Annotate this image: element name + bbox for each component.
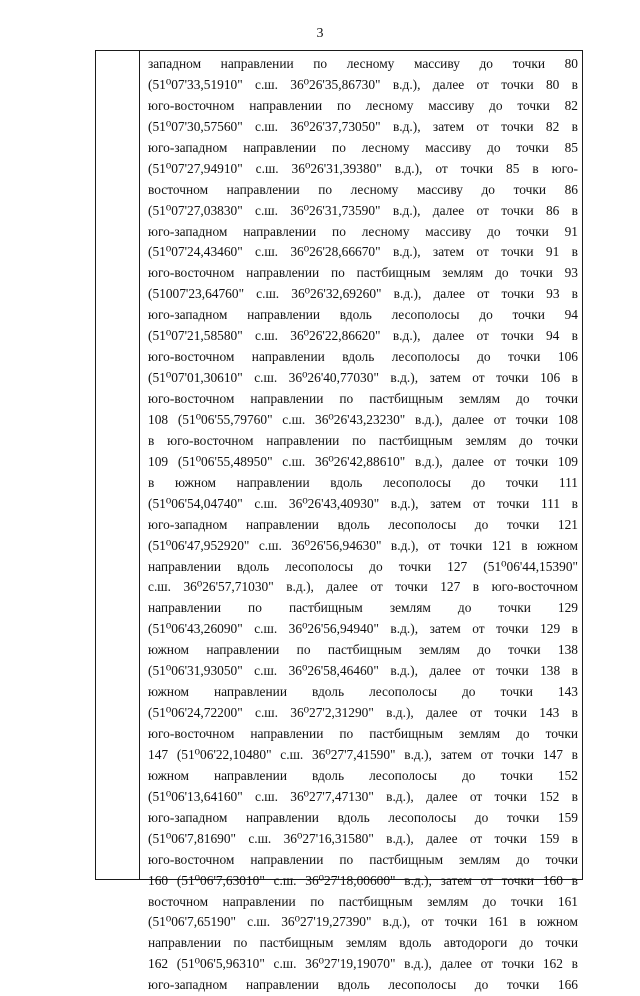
page-number: 3 bbox=[316, 26, 324, 41]
document-table bbox=[95, 50, 583, 993]
text-line: с.ш. 36⁰26'57,71030" в.д.), далее от точки 127 в юго-восточном bbox=[148, 579, 578, 595]
text-line: 147 (51⁰06'22,10480" с.ш. 36⁰27'7,41590" в.д.), затем от точки 147 в bbox=[148, 746, 578, 762]
text-line: (51⁰07'21,58580" с.ш. 36⁰26'22,86620" в.д.), далее от точки 94 в bbox=[148, 328, 578, 344]
text-line: в южном направлении вдоль лесополосы до точки 111 bbox=[148, 474, 578, 490]
text-line: (51007'23,64760" с.ш. 36⁰26'32,69260" в.д.), далее от точки 93 в bbox=[148, 286, 578, 302]
text-line: (51⁰07'30,57560" с.ш. 36⁰26'37,73050" в.д.), затем от точки 82 в bbox=[148, 118, 578, 134]
text-line: юго-восточном направлении по пастбищным землям до точки 93 bbox=[148, 265, 578, 281]
text-line: (51⁰06'24,72200" с.ш. 36⁰27'2,31290" в.д.), далее от точки 143 в bbox=[148, 705, 578, 721]
text-line: юго-восточном направлении по пастбищным землям до точки bbox=[148, 391, 578, 406]
text-line: восточном направлении по пастбищным землям до точки 161 bbox=[148, 893, 578, 909]
text-line: (51⁰06'7,65190" с.ш. 36⁰27'19,27390" в.д.), от точки 161 в южном bbox=[148, 914, 578, 930]
text-line: юго-западном направлении по лесному массиву до точки 91 bbox=[148, 223, 578, 239]
text-line: южном направлении вдоль лесополосы до точки 152 bbox=[148, 767, 578, 783]
text-line: 108 (51⁰06'55,79760" с.ш. 36⁰26'43,23230" в.д.), далее от точки 108 bbox=[148, 411, 578, 427]
text-line: юго-западном направлении вдоль лесополосы до точки 166 bbox=[148, 977, 578, 993]
text-line: юго-западном направлении по лесному массиву до точки 85 bbox=[148, 139, 578, 155]
text-line: (51⁰07'33,51910" с.ш. 36⁰26'35,86730" в.д.), далее от точки 80 в bbox=[148, 76, 578, 92]
text-line: южном направлении по пастбищным землям до точки 138 bbox=[148, 642, 578, 658]
text-line: (51⁰07'01,30610" с.ш. 36⁰26'40,77030" в.д.), затем от точки 106 в bbox=[148, 370, 578, 386]
text-line: 109 (51⁰06'55,48950" с.ш. 36⁰26'42,88610" в.д.), далее от точки 109 bbox=[148, 453, 578, 469]
text-line: направлении по пастбищным землям до точки 129 bbox=[148, 600, 578, 616]
text-line: юго-западном направлении вдоль лесополосы до точки 159 bbox=[148, 809, 578, 825]
text-line: 160 (51⁰06'7,63010" с.ш. 36⁰27'18,00600" в.д.), затем от точки 160 в bbox=[148, 872, 578, 888]
text-line: юго-восточном направлении по пастбищным землям до точки bbox=[148, 726, 578, 741]
text-line: (51⁰06'7,81690" с.ш. 36⁰27'16,31580" в.д.), далее от точки 159 в bbox=[148, 830, 578, 846]
text-line: юго-восточном направлении по лесному массиву до точки 82 bbox=[148, 97, 578, 113]
text-line: направлении по пастбищным землям вдоль автодороги до точки bbox=[148, 935, 578, 951]
text-line: (51⁰07'27,94910" с.ш. 36⁰26'31,39380" в.д.), от точки 85 в юго- bbox=[148, 160, 578, 176]
table-text-cell bbox=[148, 54, 578, 996]
text-line: (51⁰06'47,952920" с.ш. 36⁰26'56,94630" в.д.), от точки 121 в южном bbox=[148, 537, 578, 553]
text-line: юго-западном направлении вдоль лесополосы до точки 121 bbox=[148, 516, 578, 532]
text-line: южном направлении вдоль лесополосы до точки 143 bbox=[148, 684, 578, 700]
text-line: (51⁰06'43,26090" с.ш. 36⁰26'56,94940" в.д.), затем от точки 129 в bbox=[148, 621, 578, 637]
text-line: юго-западном направлении вдоль лесополосы до точки 94 bbox=[148, 307, 578, 323]
table-left-column bbox=[96, 51, 140, 879]
text-line: (51⁰06'31,93050" с.ш. 36⁰26'58,46460" в.д.), далее от точки 138 в bbox=[148, 663, 578, 679]
text-line: направлении вдоль лесополосы до точки 127 (51⁰06'44,15390" bbox=[148, 558, 578, 574]
text-line: (51⁰07'27,03830" с.ш. 36⁰26'31,73590" в.д.), далее от точки 86 в bbox=[148, 202, 578, 218]
text-line: юго-восточном направлении вдоль лесополосы до точки 106 bbox=[148, 349, 578, 365]
text-line: 162 (51⁰06'5,96310" с.ш. 36⁰27'19,19070" в.д.), далее от точки 162 в bbox=[148, 956, 578, 972]
text-line: в юго-восточном направлении по пастбищным землям до точки bbox=[148, 432, 578, 448]
text-line: западном направлении по лесному массиву до точки 80 bbox=[148, 56, 578, 71]
text-line: (51⁰06'54,04740" с.ш. 36⁰26'43,40930" в.д.), затем от точки 111 в bbox=[148, 495, 578, 511]
text-line: (51⁰06'13,64160" с.ш. 36⁰27'7,47130" в.д.), далее от точки 152 в bbox=[148, 788, 578, 804]
text-line: (51⁰07'24,43460" с.ш. 36⁰26'28,66670" в.д.), затем от точки 91 в bbox=[148, 244, 578, 260]
text-line: восточном направлении по лесному массиву до точки 86 bbox=[148, 181, 578, 197]
text-line: юго-восточном направлении по пастбищным землям до точки bbox=[148, 851, 578, 867]
